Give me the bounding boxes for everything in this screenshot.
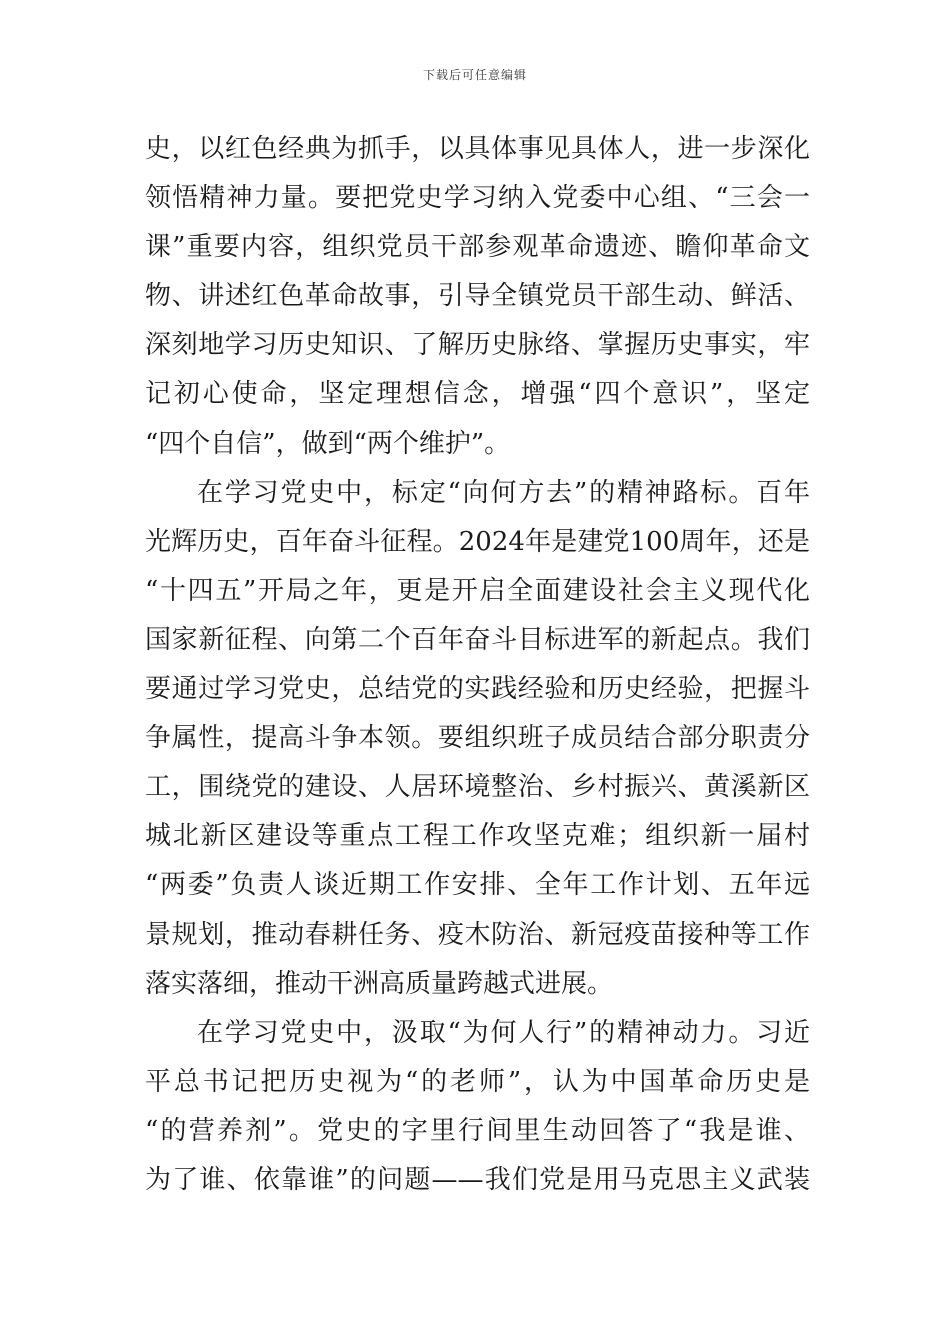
text-line: 记初心使命，坚定理想信念，增强“四个意识”，坚定 xyxy=(145,379,810,410)
text-line: 光辉历史，百年奋斗征程。2024年是建党100周年，还是 xyxy=(145,526,810,557)
document-body xyxy=(145,125,810,1205)
text-line: “十四五”开局之年，更是开启全面建设社会主义现代化 xyxy=(145,575,810,606)
text-line: 物、讲述红色革命故事，引导全镇党员干部生动、鲜活、 xyxy=(145,281,810,312)
text-line: 平总书记把历史视为“的老师”，认为中国革命历史是 xyxy=(145,1066,810,1097)
text-line: 领悟精神力量。要把党史学习纳入党委中心组、“三会一 xyxy=(145,183,810,214)
text-line: “两委”负责人谈近期工作安排、全年工作计划、五年远 xyxy=(145,870,810,901)
text-line: 争属性，提高斗争本领。要组织班子成员结合部分职责分 xyxy=(145,723,810,754)
text-line: 城北新区建设等重点工程工作攻坚克难；组织新一届村 xyxy=(145,821,810,852)
text-line: 国家新征程、向第二个百年奋斗目标进军的新起点。我们 xyxy=(145,624,810,655)
text-line: 落实落细，推动干洲高质量跨越式进展。 xyxy=(145,968,614,999)
text-line: 深刻地学习历史知识、了解历史脉络、掌握历史事实，牢 xyxy=(145,330,810,361)
paragraph-first-line: 在学习党史中，汲取“为何人行”的精神动力。习近 xyxy=(197,1017,810,1048)
paragraph-first-line: 在学习党史中，标定“向何方去”的精神路标。百年 xyxy=(197,477,810,508)
text-line: “的营养剂”。党史的字里行间里生动回答了“我是谁、 xyxy=(145,1115,810,1146)
text-line: 课”重要内容，组织党员干部参观革命遗迹、瞻仰革命文 xyxy=(145,232,810,263)
page-header: 下载后可任意编辑 xyxy=(422,68,527,82)
text-line: “四个自信”，做到“两个维护”。 xyxy=(145,428,511,459)
text-line: 为了谁、依靠谁”的问题——我们党是用马克思主义武装 xyxy=(145,1164,810,1195)
text-line: 景规划，推动春耕任务、疫木防治、新冠疫苗接种等工作 xyxy=(145,919,810,950)
text-line: 要通过学习党史，总结党的实践经验和历史经验，把握斗 xyxy=(145,674,810,705)
text-line: 史，以红色经典为抓手，以具体事见具体人，进一步深化 xyxy=(145,134,810,164)
text-line: 工，围绕党的建设、人居环境整治、乡村振兴、黄溪新区 xyxy=(145,772,810,803)
